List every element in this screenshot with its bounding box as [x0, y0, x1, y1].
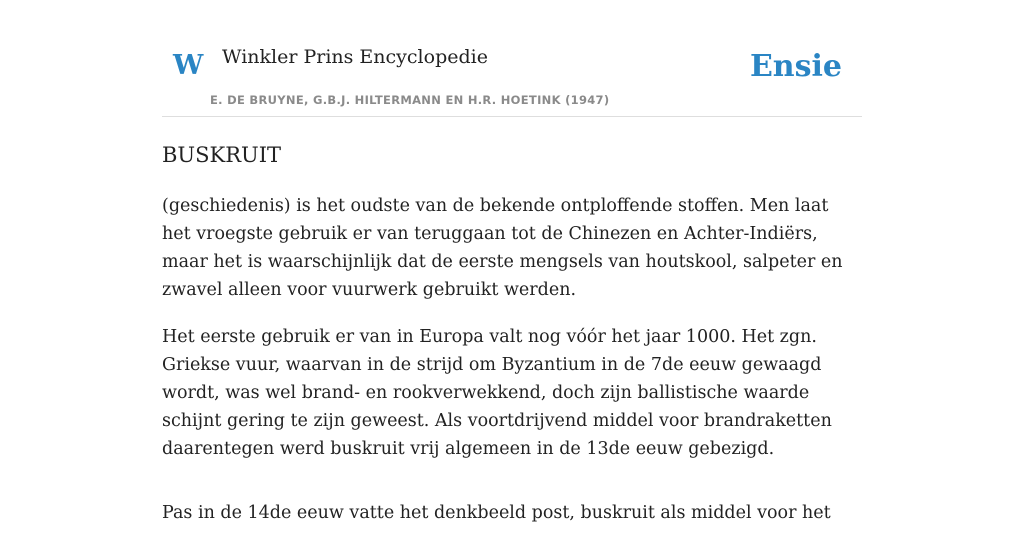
- encyclopedia-header: [162, 0, 862, 117]
- article: [162, 140, 862, 546]
- article-paragraph: Het eerste gebruik er van in Europa valt nog vóór het jaar 1000. Het zgn. Griekse vuur, waarvan in de strijd om Byzantium in de 7de eeuw gewaagd wordt, was wel brand- en rookverwekkend, doch zijn ballistische waarde schijnt gering te zijn geweest. Als voortdrijvend middel voor brandraketten daarentegen werd buskruit vrij algemeen in de 13de eeuw gebezigd.: [162, 327, 832, 459]
- article-paragraph: (geschiedenis) is het oudste van de bekende ontploffende stoffen. Men laat het vroegste gebruik er van teruggaan tot de Chinezen en Achter-Indiërs, maar het is waarschijnlijk dat de eerste mengsels van houtskool, salpeter en zwavel alleen voor vuurwerk gebruikt werden.: [162, 196, 843, 300]
- publication-authors: E. DE BRUYNE, G.B.J. HILTERMANN EN H.R. HOETINK (1947): [210, 93, 610, 107]
- winkler-prins-logo[interactable]: W: [173, 50, 204, 81]
- publication-title[interactable]: Winkler Prins Encyclopedie: [222, 46, 488, 68]
- article-paragraph: Pas in de 14de eeuw vatte het denkbeeld post, buskruit als middel voor het: [162, 503, 831, 523]
- article-title: BUSKRUIT: [162, 143, 282, 167]
- ensie-brand-logo[interactable]: Ensie: [749, 49, 842, 84]
